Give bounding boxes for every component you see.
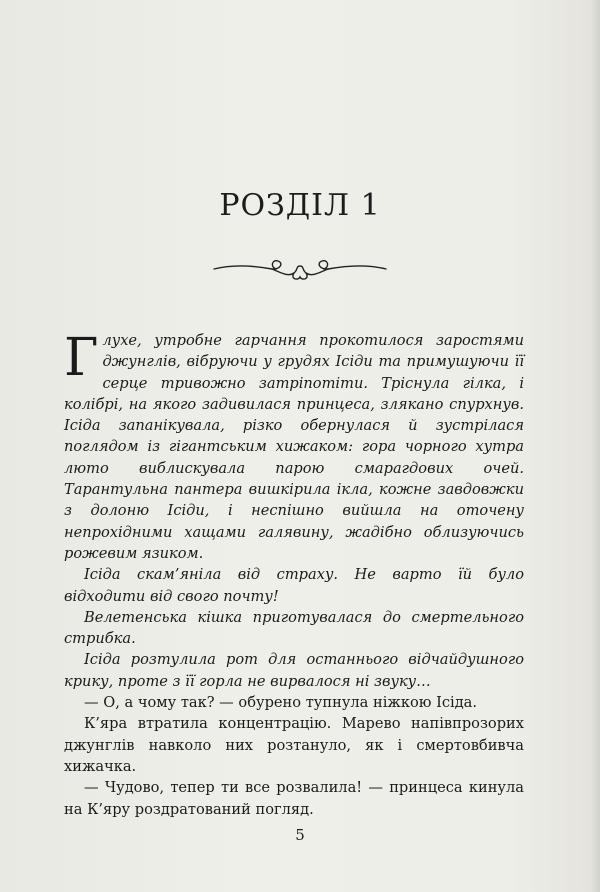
- paragraph-3: Велетенська кішка приготувалася до смертельного стрибка.: [64, 608, 524, 648]
- chapter-text: [64, 330, 524, 820]
- paragraph-4: Ісіда розтулила рот для останнього відчайдушного крику, проте з її горла не вирвалося ні звуку…: [64, 651, 524, 690]
- paragraph-1-text: лухе, утробне гарчання прокотилося заростями джунглів, вібруючи у грудях Ісіди та примушуючи її серце тривожно затріпотіти. Тріснула гілка, і колібрі, на якого задивилася принцеса, злякано спурхнув. Ісіда запанікувала, різко обернулася й зустрілася поглядом із гігантським хижаком: гора чорного хутра люто виблискувала парою смарагдових очей. Тарантульна пантера вишкірила ікла, кожне завдовжки з долоню Ісіди, і неспішно вийшла на оточену непрохідними хащами галявину, жадібно облизуючись рожевим язиком.: [64, 332, 524, 562]
- drop-cap: Г: [64, 328, 99, 388]
- paragraph-7: — Чудово, тепер ти все розвалила! — принцеса кинула на К’яру роздратований погляд.: [64, 779, 524, 818]
- page-edge-shadow: [590, 0, 600, 892]
- paragraph-6: К’яра втратила концентрацію. Марево напівпрозорих джунглів навколо них розтануло, як і смертовбивча хижачка.: [64, 715, 524, 775]
- paragraph-2: Ісіда скам’яніла від страху. Не варто їй було відходити від свого почту!: [64, 566, 524, 605]
- swirl-divider-icon: [210, 255, 390, 283]
- paragraph-1: [64, 330, 524, 564]
- page-number: 5: [295, 826, 305, 844]
- chapter-title: РОЗДІЛ 1: [219, 188, 381, 223]
- paragraph-5: — О, а чому так? — обурено тупнула ніжкою Ісіда.: [84, 694, 478, 712]
